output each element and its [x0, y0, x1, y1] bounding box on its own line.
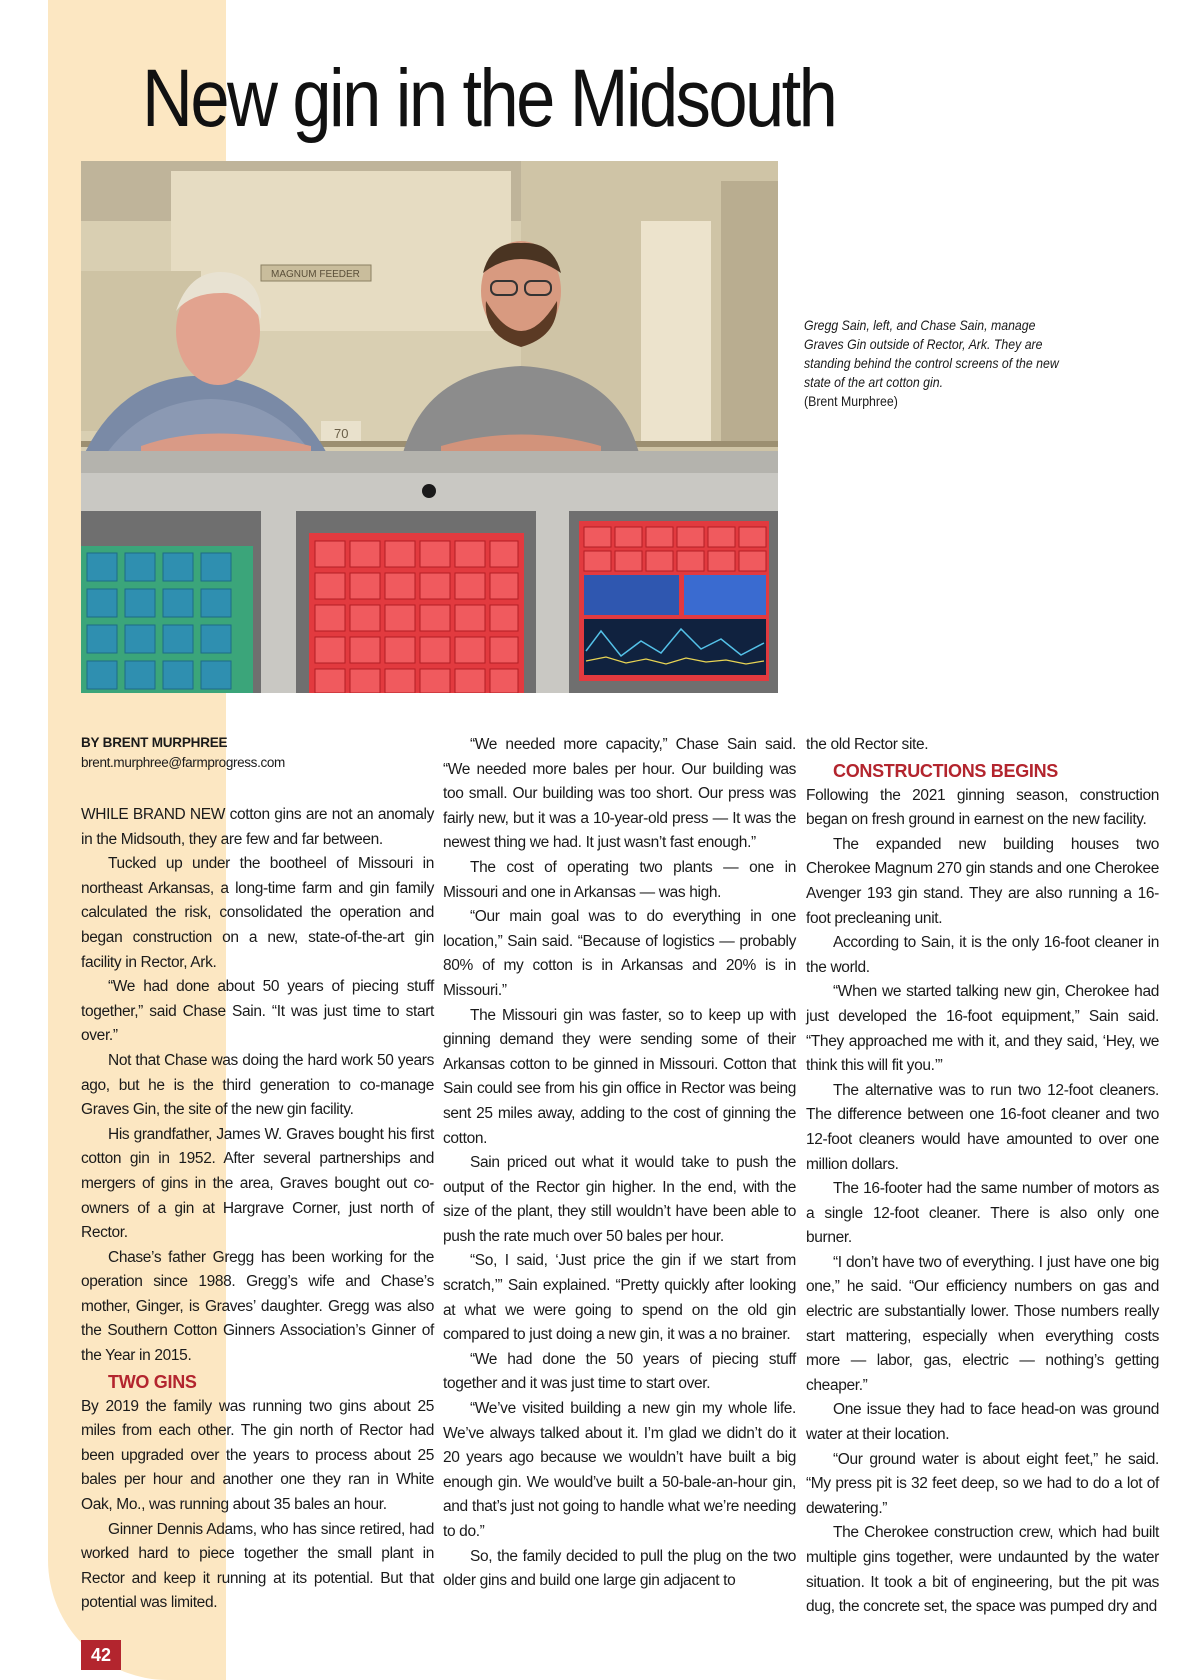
paragraph: Chase’s father Gregg has been working for the operation since 1988. Gregg’s wife and Chase’s mother, Ginger, is Graves’ daughter. Gregg was also the Southern Cotton Ginners Association’s Ginner of the Year in 2015. [81, 1248, 434, 1365]
paragraph: The Missouri gin was faster, so to keep up with ginning demand they were sending some of their Arkansas cotton to be ginned in Missouri. Cotton that Sain could see from his gin office in Rector was being sent 25 miles away, adding to the cost of ginning the cotton. [443, 1006, 796, 1147]
magnum-feeder-sign [261, 265, 371, 281]
caption-text: Gregg Sain, left, and Chase Sain, manage Graves Gin outside of Rector, Ark. They are standing behind the control screens of the new state of the art cotton gin. [804, 317, 1059, 390]
paragraph: “So, I said, ‘Just price the gin if we start from scratch,’” Sain explained. “Pretty quickly after looking at what we were going to spend on the old gin compared to just doing a new gin, it was a no brainer. [443, 1252, 796, 1344]
paragraph: The 16-footer had the same number of motors as a single 12-foot cleaner. There is also only one burner. [806, 1180, 1159, 1247]
paragraph: So, the family decided to pull the plug on the two older gins and build one large gin adjacent to [443, 1547, 796, 1590]
paragraph: The Cherokee construction crew, which had built multiple gins together, were undaunted by the water situation. It took a bit of engineering, but the pit was dug, the concrete set, the space was pumped dry and [806, 1524, 1159, 1616]
paragraph: the old Rector site. [806, 736, 929, 753]
subhead-two-gins: TWO GINS [108, 1371, 197, 1392]
paragraph: Ginner Dennis Adams, who has since retired, had worked hard to piece together the small plant in Rector and keep it running at its potential. But that potential was limited. [81, 1520, 434, 1612]
paragraph: According to Sain, it is the only 16-foot cleaner in the world. [806, 934, 1159, 976]
paragraph: “I don’t have two of everything. I just have one big one,” he said. “Our efficiency numbers on gas and electric are substantially lower. Those numbers really start mattering, especially when everything costs more — labor, gas, electric — nothing’s getting cheaper.” [806, 1253, 1159, 1394]
paragraph: Sain priced out what it would take to push the output of the Rector gin higher. In the end, with the size of the plant, they still wouldn’t have been able to push the rate much over 50 bales per hour. [443, 1154, 796, 1245]
paragraph: “Our main goal was to do everything in one location,” Sain said. “Because of logistics — probably 80% of my cotton is in Arkansas and 20% is in Missouri.” [443, 908, 796, 999]
paragraph: The alternative was to run two 12-foot cleaners. The difference between one 16-foot cleaner and two 12-foot cleaners would have amounted to over one million dollars. [806, 1081, 1159, 1173]
byline: BY BRENT MURPHREE [81, 735, 228, 750]
machine-label: MAGNUM FEEDER [271, 269, 360, 280]
paragraph: One issue they had to face head-on was ground water at their location. [806, 1401, 1159, 1444]
paragraph: WHILE BRAND NEW cotton gins are not an anomaly in the Midsouth, they are few and far between. [81, 806, 434, 848]
machine-number: 70 [334, 426, 349, 441]
paragraph: “We had done about 50 years of piecing stuff together,” said Chase Sain. “It was just time to start over.” [81, 978, 434, 1045]
paragraph: Not that Chase was doing the hard work 50 years ago, but he is the third generation to co-manage Graves Gin, the site of the new gin facility. [81, 1051, 434, 1119]
paragraph: Tucked up under the bootheel of Missouri in northeast Arkansas, a long-time farm and gin family calculated the risk, consolidated the operation and began construction on a new, state-of-the-art gin facility in Rector, Ark. [81, 855, 434, 971]
headline: New gin in the Midsouth [142, 53, 836, 144]
caption-credit: (Brent Murphree) [804, 393, 898, 409]
paragraph: “We’ve visited building a new gin my whole life. We’ve always talked about it. I’m glad we didn’t do it 20 years ago because we wouldn’t have built a big enough gin. We would’ve built a 50-bale-an-hour gin, and that’s just not going to handle what we’re needing to do.” [443, 1400, 796, 1540]
paragraph: By 2019 the family was running two gins about 25 miles from each other. The gin north of Rector had been upgraded over the years to process about 25 bales per hour and another one they ran in White Oak, Mo., was running about 35 bales an hour. [81, 1397, 434, 1514]
paragraph: The expanded new building houses two Cherokee Magnum 270 gin stands and one Cherokee Avenger 193 gin stand. They are also running a 16-foot precleaning unit. [806, 835, 1159, 927]
paragraph: “When we started talking new gin, Cherokee had just developed the 16-foot equipment,” Sain said. “They approached me with it, and they said, ‘Hey, we think this will fit you.’” [806, 983, 1159, 1075]
photo-caption [804, 316, 1077, 411]
paragraph: Following the 2021 ginning season, construction began on fresh ground in earnest on the new facility. [806, 786, 1159, 829]
paragraph: “We needed more capacity,” Chase Sain said. “We needed more bales per hour. Our building was too small. Our building was too short. Our press was fairly new, but it was a 10-year-old press — It was the newest thing we had. It just wasn’t fast enough.” [443, 736, 796, 852]
article-photo [81, 161, 778, 693]
page-number: 42 [81, 1640, 121, 1670]
paragraph: His grandfather, James W. Graves bought his first cotton gin in 1952. After several partnerships and mergers of gins in the area, Graves bought out co-owners of a gin at Hargrave Corner, just north of Rector. [81, 1125, 434, 1242]
paragraph: “Our ground water is about eight feet,” he said. “My press pit is 32 feet deep, so we had to do a lot of dewatering.” [806, 1450, 1159, 1517]
article-column-2 [443, 733, 796, 1594]
lead-in: WHILE BRAND NEW [81, 806, 226, 823]
paragraph: The cost of operating two plants — one in Missouri and one in Arkansas — was high. [443, 858, 796, 901]
paragraph: “We had done the 50 years of piecing stuff together and it was just time to start over. [443, 1350, 796, 1393]
article-column-1 [81, 733, 434, 1616]
article-column-3 [806, 733, 1159, 1620]
author-email[interactable]: brent.murphree@farmprogress.com [81, 755, 285, 770]
subhead-constructions-begins: CONSTRUCTIONS BEGINS [833, 760, 1059, 781]
